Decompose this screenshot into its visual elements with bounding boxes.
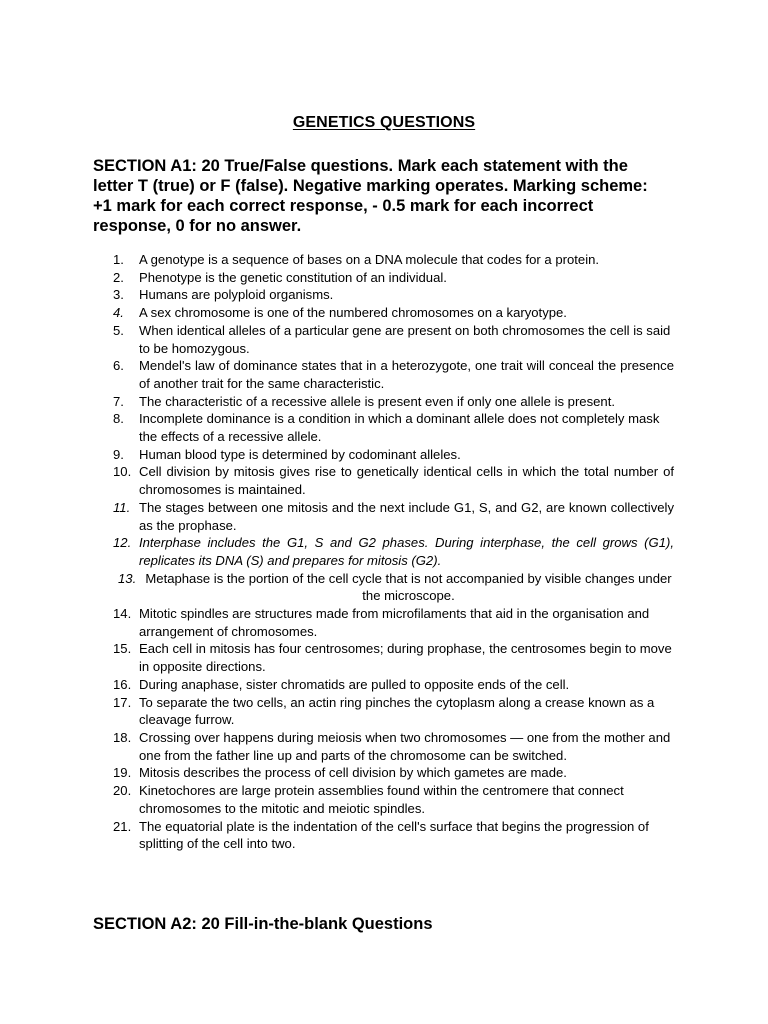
question-number: 2. [113, 269, 124, 285]
question-number: 7. [113, 393, 124, 409]
question-number: 10. [113, 464, 132, 480]
question-number: 17. [113, 694, 132, 710]
list-item [113, 322, 674, 357]
list-item [113, 446, 674, 464]
question-number: 12. [113, 535, 132, 551]
question-text: Kinetochores are large protein assemblies found within the centromere that connect chromosomes to the mitotic and meiotic spindles. [139, 783, 624, 816]
question-number: 6. [113, 358, 124, 374]
question-text: Humans are polyploid organisms. [139, 287, 334, 303]
list-item [113, 286, 674, 304]
question-text: Each cell in mitosis has four centrosomes; during prophase, the centrosomes begin to move in opposite directions. [139, 641, 672, 675]
section-a2-heading: SECTION A2: 20 Fill-in-the-blank Questions [93, 915, 433, 933]
list-item [113, 463, 674, 498]
question-number: 1. [113, 252, 124, 267]
list-item [113, 410, 674, 445]
question-text: Mitosis describes the process of cell division by which gametes are made. [139, 765, 567, 781]
list-item [113, 729, 674, 764]
question-text: When identical alleles of a particular gene are present on both chromosomes the cell is said to be homozygous. [139, 322, 671, 356]
question-number: 14. [113, 606, 132, 622]
question-text: Cell division by mitosis gives rise to genetically identical cells in which the total number of chromosomes is maintained. [139, 464, 674, 498]
question-number: 15. [113, 641, 132, 657]
question-number: 8. [113, 411, 124, 427]
question-text: A genotype is a sequence of bases on a DNA molecule that codes for a protein. [139, 252, 600, 267]
question-number: 19. [113, 765, 132, 781]
question-number: 20. [113, 783, 132, 799]
question-number: 16. [113, 676, 132, 692]
question-text: The stages between one mitosis and the next include G1, S, and G2, are known collectively as the prophase. [139, 499, 674, 533]
section-a1-heading: SECTION A1: 20 True/False questions. Mark each statement with the letter T (true) or F (false). Negative marking operates. Marking scheme: +1 mark for each correct response, - 0.5 mark for each incorrect response, 0 for no answer. [93, 157, 648, 235]
list-item [113, 764, 674, 782]
list-item [113, 269, 674, 287]
list-item [113, 782, 674, 817]
question-number: 18. [113, 729, 132, 745]
question-text: Incomplete dominance is a condition in which a dominant allele does not completely mask the effects of a recessive allele. [139, 411, 660, 445]
question-text: Phenotype is the genetic constitution of an individual. [139, 269, 447, 285]
question-number: 9. [113, 446, 124, 462]
list-item [113, 499, 674, 534]
question-number: 11. [113, 499, 131, 515]
question-text: The characteristic of a recessive allele is present even if only one allele is present. [139, 393, 615, 409]
question-number: 5. [113, 322, 124, 338]
question-text: A sex chromosome is one of the numbered chromosomes on a karyotype. [139, 305, 567, 321]
question-text: Metaphase is the portion of the cell cycle that is not accompanied by visible changes under the microscope. [145, 570, 672, 604]
list-item [113, 605, 674, 640]
question-number: 3. [113, 287, 124, 303]
question-text: Mendel's law of dominance states that in a heterozygote, one trait will conceal the presence of another trait for the same characteristic. [139, 358, 674, 391]
list-item [113, 694, 674, 729]
question-text: Human blood type is determined by codominant alleles. [139, 446, 461, 462]
question-text: Mitotic spindles are structures made from microfilaments that aid in the organisation and arrangement of chromosomes. [139, 606, 650, 639]
list-item [113, 304, 674, 322]
list-item [113, 818, 674, 853]
question-text: The equatorial plate is the indentation of the cell's surface that begins the progression of splitting of the cell into two. [139, 818, 649, 852]
list-item [113, 570, 674, 605]
question-list [113, 251, 674, 853]
question-text: Crossing over happens during meiosis when two chromosomes — one from the mother and one from the father line up and parts of the chromosome can be switched. [139, 729, 671, 763]
document-title: GENETICS QUESTIONS [292, 114, 476, 131]
question-number: 21. [113, 818, 132, 834]
question-text: To separate the two cells, an actin ring pinches the cytoplasm along a crease known as a cleavage furrow. [139, 694, 655, 728]
list-item [113, 393, 674, 411]
question-number: 4. [113, 305, 124, 321]
question-number: 13. [118, 570, 137, 586]
list-item [113, 676, 674, 694]
question-text: During anaphase, sister chromatids are pulled to opposite ends of the cell. [139, 676, 570, 692]
list-item [113, 357, 674, 392]
list-item [113, 251, 674, 269]
list-item [113, 640, 674, 675]
question-text: Interphase includes the G1, S and G2 phases. During interphase, the cell grows (G1), replicates its DNA (S) and prepares for mitosis (G2). [139, 535, 674, 568]
list-item [113, 534, 674, 569]
